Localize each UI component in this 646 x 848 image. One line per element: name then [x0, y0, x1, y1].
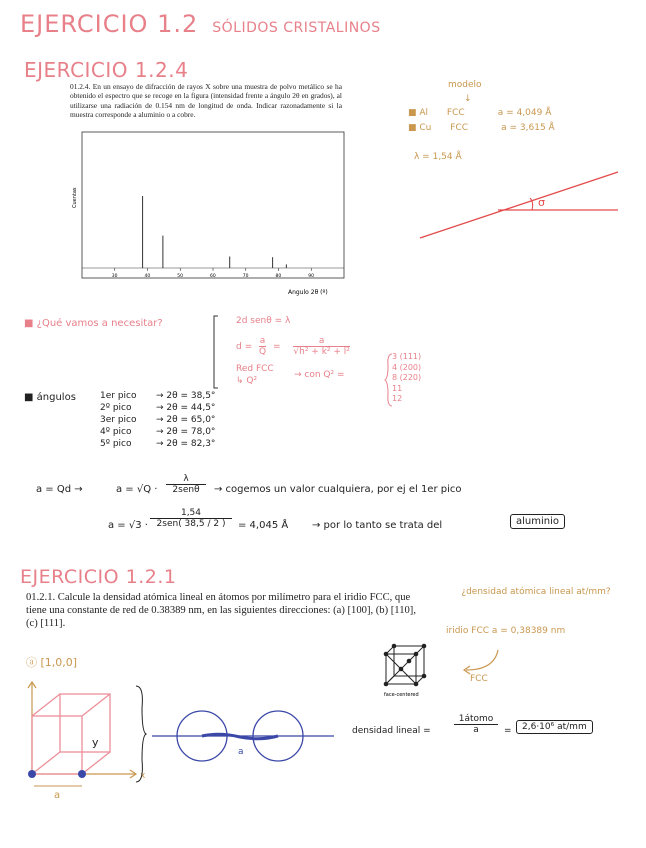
frac2-num: 1,54 [150, 508, 232, 519]
section1-title: EJERCICIO 1.2.4 [24, 58, 189, 82]
incident-ray [420, 172, 618, 238]
chart-xlabel: Angulo 2θ (º) [288, 289, 328, 296]
d-rhs-den: √h² + k² + l² [293, 347, 350, 357]
formula-bracket [212, 314, 220, 390]
d-label: d = [236, 342, 253, 352]
d-eq: = [272, 342, 281, 352]
angle-arc [530, 198, 533, 210]
d-rhs-num: a [293, 336, 350, 347]
calc-line2-result: = 4,045 Å [238, 520, 289, 531]
density-result: 2,6·10⁶ at/mm [516, 720, 593, 734]
calc-line1-text: → cogemos un valor cualquiera, por ej el 1er pico [214, 484, 462, 495]
d-formula [236, 336, 350, 357]
q2-item: 11 [392, 383, 403, 393]
peak-row: 1er pico → 2θ = 38,5° [100, 391, 216, 401]
chart-xtick-label: 60 [210, 274, 216, 279]
angles-label-text: ángulos [36, 392, 76, 403]
answer-box: aluminio [510, 514, 565, 529]
chart-xtick-label: 50 [177, 274, 183, 279]
model-type: FCC [446, 108, 465, 118]
part-a-label: ⓐ [1,0,0] [26, 656, 78, 669]
chart-xticks [112, 268, 314, 279]
chart-xtick-label: 30 [111, 274, 118, 279]
q2-arrow: ↳ Q² [236, 376, 258, 386]
calc-frac2 [150, 508, 232, 529]
notes-model-heading: modelo [448, 80, 482, 90]
density-num: 1átomo [454, 714, 498, 725]
chart-frame [82, 132, 344, 278]
calc-frac1 [166, 474, 206, 495]
model-param: a = 4,049 Å [497, 108, 552, 118]
model-row-cu: ■ Cu FCC a = 3,615 Å [408, 123, 555, 133]
model-row-al: ■ Al FCC a = 4,049 Å [408, 108, 552, 118]
chart-xtick-label: 80 [275, 274, 282, 279]
title-subtitle: SÓLIDOS CRISTALINOS [212, 20, 381, 36]
cube-brace [134, 684, 148, 784]
atom-line-diagram [150, 706, 336, 766]
frac1-den: 2senθ [172, 485, 200, 495]
chart-xtick-label: 90 [308, 274, 314, 279]
calc-line2-text: → por lo tanto se trata del [312, 520, 443, 531]
s2-iridio: iridio FCC a = 0,38389 nm [446, 626, 566, 636]
a-label: a [54, 790, 61, 801]
bragg-diagram [414, 168, 624, 244]
peaks-list [100, 390, 215, 450]
chart-peaks [143, 196, 287, 268]
d-den: Q [259, 347, 267, 357]
chart-xtick-label: 40 [144, 274, 151, 279]
calc-line1-left: a = Qd → [36, 484, 83, 495]
density-den: a [473, 725, 479, 735]
question-text: ¿Qué vamos a necesitar? [36, 318, 163, 329]
section1-problem: 01.2.4. En un ensayo de difracción de rayos X sobre una muestra de polvo metálico se ha obtenido el espectro que se recoge en la figura (intensidad frente a ángulo 2θ en grados), al utilizarse una radiación de 0.154 nm de longitud de onda. Indicar razonadamente si la muestra corresponde a aluminio o a cobre. [70, 82, 342, 120]
atom-origin [28, 770, 36, 778]
q2-item: 3 (111) [392, 352, 422, 361]
chart-ylabel: Cuentas [72, 187, 78, 208]
peak-row: 4º pico → 2θ = 78,0° [100, 427, 216, 437]
density-label: densidad lineal = [352, 726, 431, 736]
spacing-a: a [238, 747, 244, 757]
model-param: a = 3,615 Å [501, 123, 555, 133]
lambda-note: λ = 1,54 Å [414, 152, 462, 162]
s2-question: ¿densidad atómica lineal at/mm? [461, 587, 611, 597]
notes-model-arrow: ↓ [464, 94, 472, 104]
chart-xtick-label: 70 [242, 274, 249, 279]
density-eq: = [504, 726, 512, 736]
angle-symbol: σ [538, 196, 545, 209]
angles-label: ■ ángulos [24, 392, 76, 403]
q2-item: 4 (200) [392, 362, 422, 372]
q2-con: → con Q² = [294, 370, 345, 380]
frac1-num: λ [166, 474, 206, 485]
model-el: Al [419, 108, 429, 118]
density-frac [454, 714, 498, 735]
fcc-caption: face-centered [384, 692, 419, 698]
title-main: EJERCICIO 1.2 [20, 10, 199, 38]
fcc-cube-figure [380, 640, 430, 698]
q2-list [392, 352, 421, 405]
q2-item: 12 [392, 394, 403, 403]
section2-problem: 01.2.1. Calcule la densidad atómica lineal en átomos por milímetro para el iridio FCC, que tiene una constante de red de 0.38389 nm, en las siguientes direcciones: (a) [100], (b) [110], (c) [111]. [26, 592, 416, 629]
calc-line1-mid: a = √Q · [116, 484, 158, 495]
peak-row: 5º pico → 2θ = 82,3° [100, 439, 216, 449]
x-label: x [140, 771, 146, 781]
model-type: FCC [450, 123, 468, 133]
fcc-note: FCC [470, 674, 488, 684]
d-num: a [259, 336, 266, 346]
y-label: y [92, 736, 99, 749]
q2-item: 8 (220) [392, 373, 422, 382]
peak-row: 3er pico → 2θ = 65,0° [100, 415, 216, 425]
frac2-den: 2sen( 38,5 / 2 ) [156, 519, 226, 529]
net-fcc: Red FCC [236, 364, 274, 374]
bragg-law: 2d senθ = λ [236, 316, 291, 326]
model-el: Cu [419, 123, 432, 133]
page-title [20, 10, 381, 38]
peak-row: 2º pico → 2θ = 44,5° [100, 403, 216, 413]
calc-line2-left: a = √3 · [108, 520, 148, 531]
section2-title: EJERCICIO 1.2.1 [20, 566, 177, 588]
atom-x [78, 770, 86, 778]
xrd-chart [70, 128, 352, 298]
question-line: ■ ¿Qué vamos a necesitar? [24, 318, 163, 329]
